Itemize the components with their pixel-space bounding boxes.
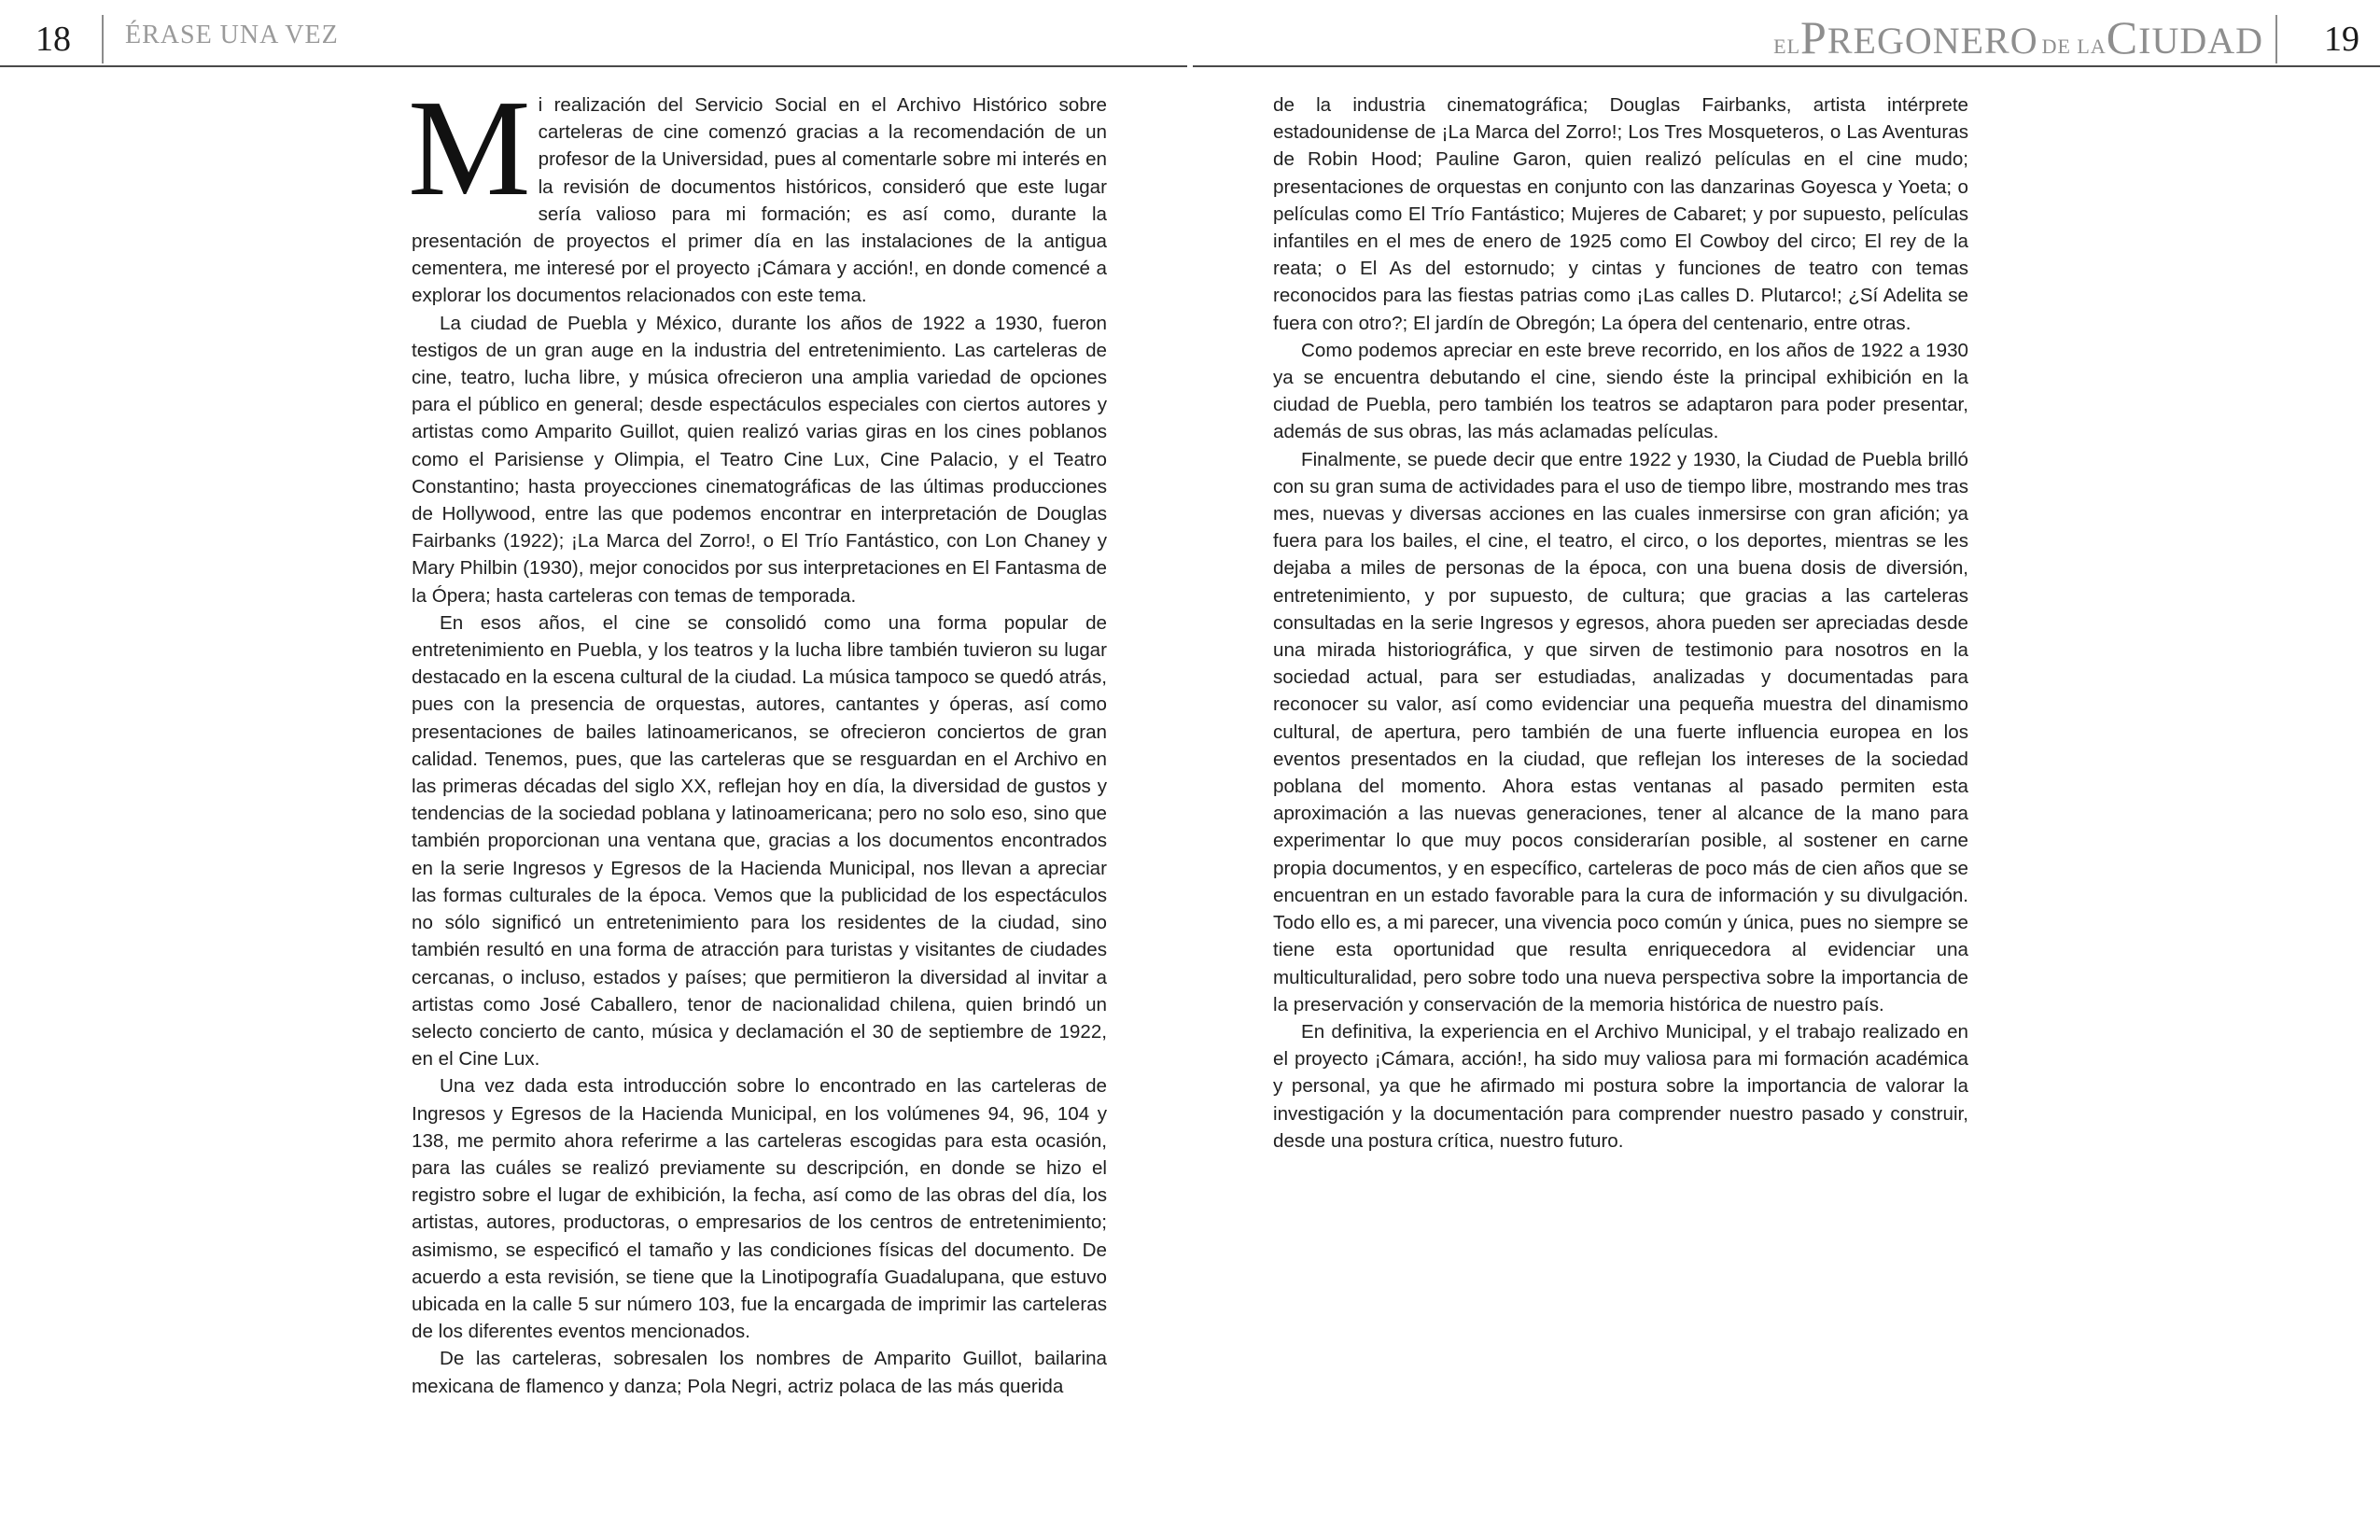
paragraph: En esos años, el cine se consolidó como una forma popular de entretenimiento en Puebla, y los teatros y la lucha libre también tuvieron su lugar destacado en la escena cultural de la ciudad. La música tampoco se quedó atrás, pues con la presencia de orquestas, autores, cantantes y óperas, así como presentaciones de bailes latinoamericanos, se ofrecieron conciertos de gran calidad. Tenemos, pues, que las carteleras que se resguardan en el Archivo en las primeras décadas del siglo XX, reflejan hoy en día, la diversidad de gustos y tendencias de la sociedad poblana y latinoamericana; pero no solo eso, sino que también proporcionan una ventana que, gracias a los documentos encontrados en la serie Ingresos y Egresos de la Hacienda Municipal, nos llevan a apreciar las formas culturales de la época. Vemos que la publicidad de los espectáculos no sólo significó un entretenimiento para los residentes de la ciudad, sino también resultó en una forma de atracción para turistas y visitantes de ciudades cercanas, o incluso, estados y países; que permitieron la diversidad al invitar a artistas como José Caballero, tenor de nacionalidad chilena, quien brindó un selecto concierto de canto, música y declamación el 30 de septiembre de 1922, en el Cine Lux.: [412, 611, 1107, 1071]
header-divider-left: [102, 15, 104, 63]
paragraph: De las carteleras, sobresalen los nombres de Amparito Guillot, bailarina mexicana de flamenco y danza; Pola Negri, actriz polaca de las más querida: [412, 1348, 1107, 1397]
masthead-ciudad-initial: C: [2106, 11, 2139, 63]
masthead-el: EL: [1773, 35, 1801, 58]
paragraph: de la industria cinematográfica; Douglas Fairbanks, artista intérprete estadounidense de ¡La Marca del Zorro!; Los Tres Mosqueteros, o Las Aventuras de Robin Hood; Pauline Garon, quien realizó películas en el cine mudo; presentaciones de orquestas en conjunto con las danzarinas Goyesca y Yoeta; o películas como El Trío Fantástico; Mujeres de Cabaret; y por supuesto, películas infantiles en el mes de enero de 1925 como El Cowboy del circo; El rey de la reata; o El As del estornudo; y cintas y funciones de teatro con temas reconocidos para las fiestas patrias como ¡Las calles D. Plutarco!; ¿Sí Adelita se fuera con otro?; El jardín de Obregón; La ópera del centenario, entre otras.: [1273, 94, 1968, 334]
masthead-pregonero-initial: P: [1800, 11, 1827, 63]
paragraph: Como podemos apreciar en este breve recorrido, en los años de 1922 a 1930 ya se encuentra debutando el cine, siendo éste la principal exhibición en la ciudad de Puebla, pero también los teatros se adaptaron para poder presentar, además de sus obras, las más aclamadas películas.: [1273, 339, 1968, 443]
drop-cap: M: [408, 72, 531, 225]
page-number-right: 19: [2324, 20, 2359, 59]
text-column-left: [408, 72, 1107, 1400]
paragraph: En definitiva, la experiencia en el Archivo Municipal, y el trabajo realizado en el proyecto ¡Cámara, acción!, ha sido muy valiosa para mi formación académica y personal, ya que he afirmado mi postura sobre la importancia de valorar la investigación y la documentación para comprender nuestro pasado y construir, desde una postura crítica, nuestro futuro.: [1273, 1020, 1968, 1152]
masthead-ciudad-rest: IUDAD: [2138, 20, 2263, 62]
paragraph-text: i realización del Servicio Social en el Archivo Histórico sobre carteleras de cine comenzó gracias a la recomendación de un profesor de la Universidad, pues al comentarle sobre mi interés en la revisión de documentos históricos, consideró que este lugar sería valioso para mi formación; es así como, durante la presentación de proyectos el primer día en las instalaciones de la antigua cementera, me interesé por el proyecto ¡Cámara y acción!, en donde comencé a explorar los documentos relacionados con este tema.: [412, 94, 1107, 307]
header-divider-right: [2275, 15, 2277, 63]
page-gutter: [1187, 64, 1193, 68]
text-column-right: [1273, 91, 1968, 1155]
page-header: [0, 0, 2380, 67]
paragraph: Finalmente, se puede decir que entre 1922 y 1930, la Ciudad de Puebla brilló con su gran suma de actividades para el uso de tiempo libre, mostrando mes tras mes, nuevas y diversas acciones en las cuales inmersirse con gran afición; ya fuera para los bailes, el cine, el teatro, el circo, o los deportes, mientras se les dejaba a miles de personas de la época, con una buena dosis de diversión, entretenimiento, y por supuesto, de cultura; que gracias a las carteleras consultadas en la serie Ingresos y egresos, ahora pueden ser apreciadas desde una mirada historiográfica, y que sirven de testimonio para nosotros en la sociedad actual, para ser estudiadas, analizadas y documentadas para reconocer su valor, así como evidenciar una pequeña muestra del dinamismo cultural, de apertura, pero también de una fuerte influencia europea en los eventos presentados en la ciudad, que reflejan los intereses de la sociedad poblana del momento. Ahora estas ventanas al pasado permiten esta aproximación a las nuevas generaciones, tener al alcance de la mano para experimentar lo que muy pocos considerarían posible, al sostener en carne propia documentos, y en específico, carteleras de poco más de cien años que se encuentran en un estado favorable para la cura de información y su divulgación. Todo ello es, a mi parecer, una vivencia poco común y única, pues no siempre se tiene esta oportunidad que resulta enriquecedora al evidenciar una multiculturalidad, pero sobre todo una nueva perspectiva sobre la importancia de la preservación y conservación de la memoria histórica de nuestro país.: [1273, 448, 1968, 1015]
masthead-de-la: DE LA: [2041, 35, 2107, 58]
masthead-pregonero-rest: REGONERO: [1827, 20, 2038, 62]
page-number-left: 18: [35, 20, 71, 59]
paragraph: La ciudad de Puebla y México, durante los años de 1922 a 1930, fueron testigos de un gran auge en la industria del entretenimiento. Las carteleras de cine, teatro, lucha libre, y música ofrecieron una amplia variedad de opciones para el público en general; desde espectáculos especiales con ciertos autores y artistas como Amparito Guillot, quien realizó varias giras en los cines poblanos como el Parisiense y Olimpia, el Teatro Cine Lux, Cine Palacio, y el Teatro Constantino; hasta proyecciones cinematográficas de las últimas producciones de Hollywood, entre las que podemos encontrar en interpretación de Douglas Fairbanks (1922); ¡La Marca del Zorro!, o El Trío Fantástico, con Lon Chaney y Mary Philbin (1930), mejor conocidos por sus interpretaciones en El Fantasma de la Ópera; hasta carteleras con temas de temporada.: [412, 312, 1107, 607]
paragraph: Una vez dada esta introducción sobre lo encontrado en las carteleras de Ingresos y Egresos de la Hacienda Municipal, en los volúmenes 94, 96, 104 y 138, me permito ahora referirme a las carteleras escogidas para esta ocasión, para las cuáles se realizó previamente su descripción, en donde se hizo el registro sobre el lugar de exhibición, la fecha, así como de las obras del día, los artistas, autores, productoras, o empresarios de los centros de entretenimiento; asimismo, se especificó el tamaño y las condiciones físicas del documento. De acuerdo a esta revisión, se tiene que la Linotipografía Guadalupana, que estuvo ubicada en la calle 5 sur número 103, fue la encargada de imprimir las carteleras de los diferentes eventos mencionados.: [412, 1075, 1107, 1343]
section-title: ÉRASE UNA VEZ: [125, 21, 339, 49]
paragraph: [408, 72, 1107, 310]
